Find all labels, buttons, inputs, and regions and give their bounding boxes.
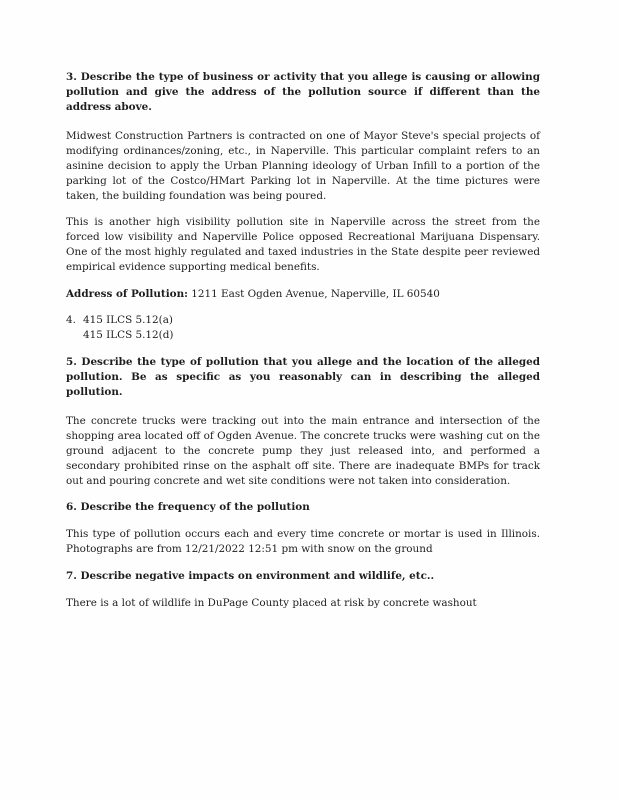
- address-label: Address of Pollution:: [66, 287, 188, 300]
- pollution-address: [66, 287, 540, 302]
- statute-line-1: 415 ILCS 5.12(a): [83, 314, 173, 327]
- document-body: [66, 70, 540, 610]
- section-5-paragraph: The concrete trucks were tracking out into the main entrance and intersection of the shopping area located off of Ogden Avenue. The concrete trucks were washing cut on the ground adjacent to the concrete pump they just released into, and performed a secondary prohibited rinse on the asphalt off site. There are inadequate BMPs for track out and pouring concrete and wet site conditions were not taken into consideration.: [66, 415, 540, 487]
- address-value: 1211 East Ogden Avenue, Naperville, IL 60540: [188, 287, 440, 300]
- section-4-number: 4.: [66, 314, 76, 327]
- section-6-heading: 6. Describe the frequency of the pollution: [66, 501, 310, 514]
- section-7-paragraph: There is a lot of wildlife in DuPage County placed at risk by concrete washout: [66, 596, 477, 609]
- section-3-heading: 3. Describe the type of business or activity that you allege is causing or allowing pollution and give the address of the pollution source if different than the address above.: [66, 71, 540, 113]
- section-6-paragraph: This type of pollution occurs each and every time concrete or mortar is used in Illinois. Photographs are from 12/21/2022 12:51 pm with snow on the ground: [66, 528, 540, 555]
- section-5-heading: 5. Describe the type of pollution that you allege and the location of the alleged pollution. Be as specific as you reasonably can in describing the alleged pollution.: [66, 355, 540, 398]
- section-3-paragraph-1: Midwest Construction Partners is contracted on one of Mayor Steve's special projects of modifying ordinances/zoning, etc., in Naperville. This particular complaint refers to an asinine decision to apply the Urban Planning ideology of Urban Infill to a portion of the parking lot of the Costco/HMart Parking lot in Naperville. At the time pictures were taken, the building foundation was being poured.: [66, 130, 540, 202]
- section-7-heading: 7. Describe negative impacts on environment and wildlife, etc..: [66, 569, 435, 582]
- section-4-statutes: [66, 313, 540, 343]
- statute-line-2: 415 ILCS 5.12(d): [83, 329, 174, 342]
- section-3-paragraph-2: This is another high visibility pollution site in Naperville across the street from the forced low visibility and Naperville Police opposed Recreational Marijuana Dispensary. One of the most highly regulated and taxed industries in the State despite peer reviewed empirical evidence supporting medical benefits.: [66, 216, 540, 273]
